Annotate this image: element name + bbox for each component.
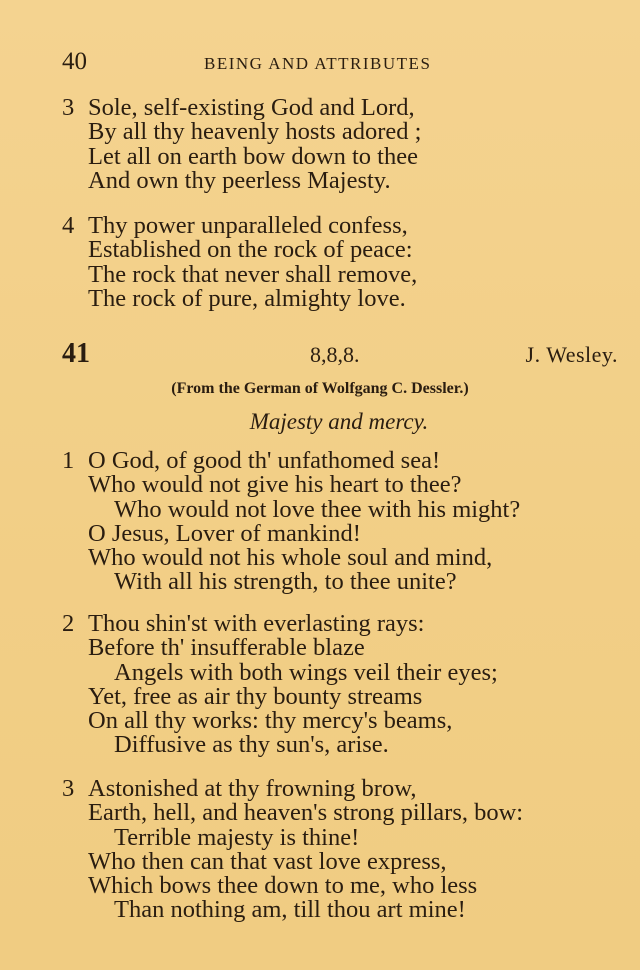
- stanza-number: 4: [62, 212, 75, 239]
- hymn-author: J. Wesley.: [525, 342, 618, 367]
- verse-line: 4 Thy power unparalleled confess,: [62, 212, 408, 239]
- hymn-stanza-2: [62, 612, 498, 758]
- stanza-number: 3: [62, 775, 75, 802]
- verse-line: Let all on earth bow down to thee: [88, 142, 418, 170]
- verse-line: Established on the rock of peace:: [88, 236, 413, 264]
- prev-hymn-stanza-4: [62, 214, 417, 311]
- stanza-number: 1: [62, 447, 75, 474]
- stanza-number: 2: [62, 610, 75, 637]
- hymn-source: (From the German of Wolfgang C. Dessler.): [171, 380, 469, 397]
- verse-line: Diffusive as thy sun's, arise.: [114, 731, 389, 759]
- hymn-stanza-1: [62, 449, 520, 595]
- verse-line: Who would not his whole soul and mind,: [88, 544, 493, 572]
- verse-line: Who then can that vast love express,: [88, 847, 447, 875]
- page-number: 40: [62, 48, 87, 75]
- verse-line: The rock that never shall remove,: [88, 260, 418, 288]
- verse-line: Angels with both wings veil their eyes;: [114, 658, 498, 686]
- verse-line: And own thy peerless Majesty.: [88, 166, 391, 194]
- hymn-heading: [62, 338, 618, 372]
- verse-line: 3 Astonished at thy frowning brow,: [62, 775, 417, 802]
- verse-line: The rock of pure, almighty love.: [88, 284, 406, 312]
- hymn-meter: 8,8,8.: [310, 342, 360, 367]
- verse-line: Which bows thee down to me, who less: [88, 872, 478, 900]
- verse-line: By all thy heavenly hosts adored ;: [88, 118, 422, 146]
- verse-line: Who would not love thee with his might?: [114, 495, 521, 523]
- verse-line: Who would not give his heart to thee?: [88, 471, 462, 499]
- verse-line: Terrible majesty is thine!: [114, 823, 360, 851]
- verse-line: 2 Thou shin'st with everlasting rays:: [62, 610, 425, 637]
- prev-hymn-stanza-3: [62, 96, 421, 193]
- verse-line: O Jesus, Lover of mankind!: [88, 519, 361, 547]
- verse-line: 3 Sole, self-existing God and Lord,: [62, 94, 415, 121]
- verse-line: 1 O God, of good th' unfathomed sea!: [62, 447, 441, 474]
- hymn-topic: Majesty and mercy.: [249, 409, 429, 434]
- verse-line: Earth, hell, and heaven's strong pillars, bow:: [88, 799, 524, 827]
- hymn-number: 41: [62, 338, 90, 369]
- hymn-stanza-3: [62, 777, 523, 923]
- stanza-number: 3: [62, 94, 75, 121]
- verse-line: On all thy works: thy mercy's beams,: [88, 707, 453, 735]
- verse-line: Yet, free as air thy bounty streams: [88, 682, 423, 710]
- verse-line: Than nothing am, till thou art mine!: [114, 896, 466, 924]
- page-header: [62, 48, 580, 78]
- running-head: BEING AND ATTRIBUTES: [204, 54, 432, 73]
- verse-line: With all his strength, to thee unite?: [114, 568, 457, 596]
- verse-line: Before th' insufferable blaze: [88, 634, 365, 662]
